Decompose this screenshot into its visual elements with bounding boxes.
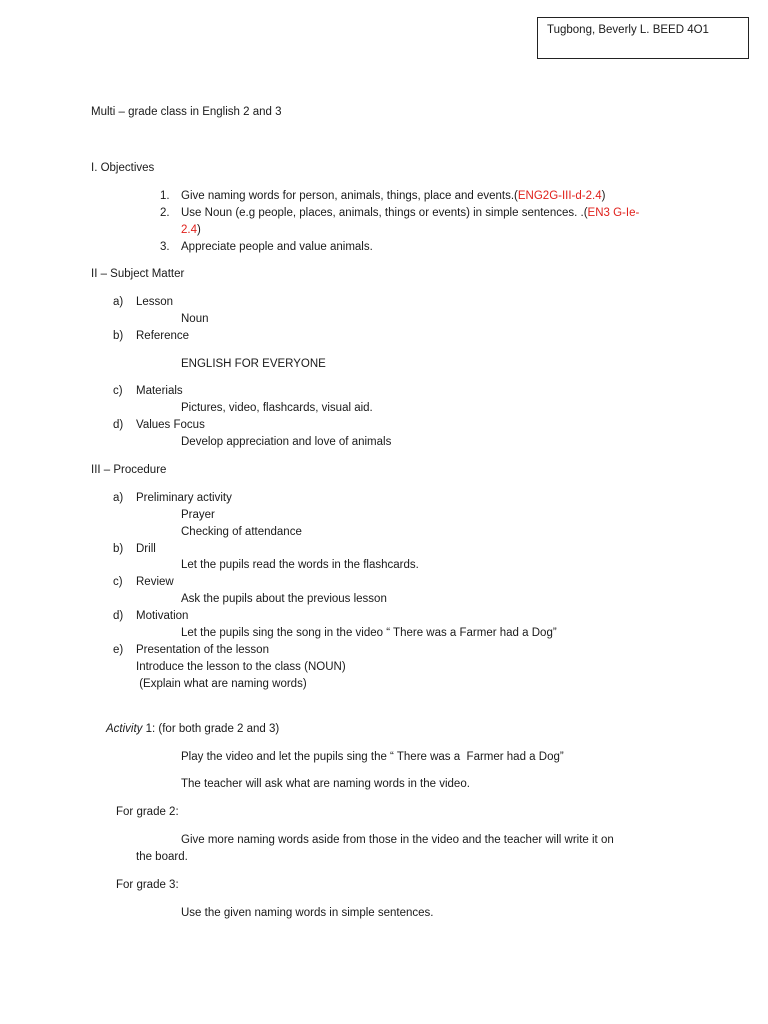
proc-c-letter: c)	[113, 576, 123, 588]
proc-e-letter: e)	[113, 644, 124, 656]
proc-a-detail-1: Prayer	[181, 509, 215, 521]
objective-2-num: 2.	[160, 207, 170, 219]
objective-2-code-line1: EN3 G-Ie-	[587, 207, 640, 219]
sm-a-detail: Noun	[181, 313, 209, 325]
sm-d-letter: d)	[113, 419, 124, 431]
objective-1-code: ENG2G-III-d-2.4	[517, 190, 602, 202]
sm-a-letter: a)	[113, 296, 124, 308]
name-box	[537, 17, 749, 59]
sm-b-detail: ENGLISH FOR EVERYONE	[181, 358, 326, 370]
activity-heading	[106, 723, 279, 735]
activity-label-italic: Activity	[106, 723, 143, 735]
activity-label-rest: 1: (for both grade 2 and 3)	[142, 723, 280, 735]
activity-line-2: The teacher will ask what are naming words in the video.	[181, 778, 470, 790]
sm-b-label: Reference	[136, 330, 190, 342]
sm-d-detail: Develop appreciation and love of animals	[181, 436, 392, 448]
sm-d-label: Values Focus	[136, 419, 205, 431]
author-name: Tugbong, Beverly L. BEED 4O1	[547, 24, 709, 36]
objective-1-text: Give naming words for person, animals, things, place and events.(	[181, 190, 518, 202]
proc-c-detail: Ask the pupils about the previous lesson	[181, 593, 387, 605]
objective-2	[181, 207, 639, 219]
proc-a-detail-2: Checking of attendance	[181, 526, 302, 538]
proc-e-label: Presentation of the lesson	[136, 644, 269, 656]
proc-e-line-1: Introduce the lesson to the class (NOUN)	[136, 661, 346, 673]
sm-c-letter: c)	[113, 385, 123, 397]
procedure-heading: III – Procedure	[91, 464, 167, 476]
sm-c-detail: Pictures, video, flashcards, visual aid.	[181, 402, 373, 414]
objectives-heading: I. Objectives	[91, 162, 155, 174]
objective-3-num: 3.	[160, 241, 170, 253]
grade2-line-1: Give more naming words aside from those in the video and the teacher will write it on	[181, 834, 614, 846]
objective-1	[181, 190, 605, 202]
subject-matter-heading: II – Subject Matter	[91, 268, 185, 280]
objective-1-num: 1.	[160, 190, 170, 202]
sm-c-label: Materials	[136, 385, 183, 397]
objective-2-cont	[181, 224, 201, 236]
grade3-heading: For grade 3:	[116, 879, 179, 891]
doc-title: Multi – grade class in English 2 and 3	[91, 106, 282, 118]
sm-a-label: Lesson	[136, 296, 174, 308]
proc-c-label: Review	[136, 576, 174, 588]
grade2-heading: For grade 2:	[116, 806, 179, 818]
proc-e-line-2: (Explain what are naming words)	[136, 678, 307, 690]
proc-a-letter: a)	[113, 492, 124, 504]
proc-d-detail: Let the pupils sing the song in the video “ There was a Farmer had a Dog”	[181, 627, 557, 639]
objective-2-text: Use Noun (e.g people, places, animals, things or events) in simple sentences. .(	[181, 207, 588, 219]
objective-3-text: Appreciate people and value animals.	[181, 241, 373, 253]
objective-1-tail: )	[601, 190, 606, 202]
objective-2-tail: )	[197, 224, 201, 236]
objective-2-code-line2: 2.4	[181, 224, 197, 236]
proc-d-letter: d)	[113, 610, 124, 622]
proc-d-label: Motivation	[136, 610, 189, 622]
activity-line-1: Play the video and let the pupils sing the “ There was a Farmer had a Dog”	[181, 751, 564, 763]
sm-b-letter: b)	[113, 330, 124, 342]
proc-a-label: Preliminary activity	[136, 492, 232, 504]
grade2-line-2: the board.	[136, 851, 188, 863]
proc-b-letter: b)	[113, 543, 124, 555]
proc-b-label: Drill	[136, 543, 156, 555]
proc-b-detail: Let the pupils read the words in the flashcards.	[181, 559, 419, 571]
grade3-line-1: Use the given naming words in simple sentences.	[181, 907, 434, 919]
